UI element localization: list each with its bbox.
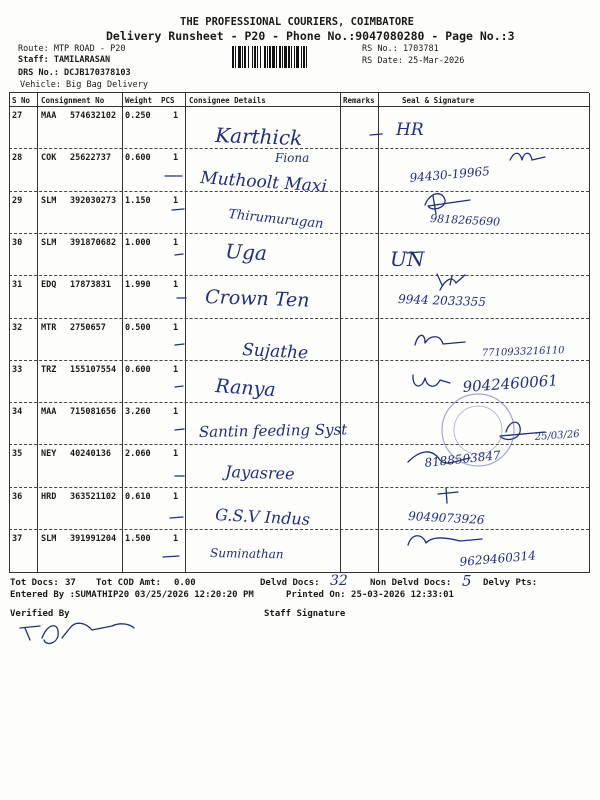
drs-info: DRS No.: DCJB170378103 [18,68,131,78]
cell-sno: 34 [12,407,23,418]
cell-consignment-prefix: COK [41,153,57,164]
row-divider [9,148,589,149]
cell-pcs: 1 [173,237,179,248]
cell-sno: 36 [12,491,23,502]
cell-weight: 0.610 [125,491,151,502]
hw-phone: 9049073926 [407,509,485,527]
col-remarks: Remarks [343,96,375,105]
cell-weight: 0.600 [125,153,151,164]
staff-info: Staff: TAMILARASAN [18,55,111,65]
hw-name: Suminathan [209,546,284,562]
cell-pcs: 1 [173,449,179,460]
cell-consignment-number: 574632102 [70,111,117,121]
cell-consignment-number: 155107554 [70,364,117,375]
cell-pcs: 1 [173,407,179,418]
table-row [0,107,600,147]
verified-signature [20,623,134,643]
hw-name: Santin feeding Syst [198,420,348,441]
table-row [0,319,600,359]
cell-consignment-prefix: NEY [41,449,57,460]
cell-consignment-prefix: EDQ [41,280,57,291]
hw-name: Karthick [214,123,303,151]
table-row [0,276,600,316]
cell-pcs: 1 [173,195,179,206]
hw-phone: 7710933216110 [481,345,565,359]
cell-consignment-prefix: SLM [41,237,57,248]
col-pcs: PCS [161,96,175,105]
cell-sno: 29 [12,195,23,206]
cell-consignment-prefix: SLM [41,534,57,544]
table-bottom-border [9,572,589,573]
cell-sno: 30 [12,237,23,248]
table-row [0,403,600,443]
cell-consignment-number: 40240136 [70,449,111,460]
col-seal: Seal & Signature [402,96,475,105]
cell-weight: 0.250 [125,111,151,121]
col-sno: S No [12,96,31,105]
cell-sno: 27 [12,111,23,121]
cell-weight: 1.150 [125,195,151,206]
hw-non-delvd-docs: 5 [462,572,472,590]
cell-consignment-prefix: SLM [41,195,57,206]
col-consignment: Consignment No [41,96,105,105]
cell-consignment-prefix: MTR [41,322,57,333]
row-divider [9,402,589,403]
cell-pcs: 1 [173,322,179,333]
table-row [0,488,600,528]
non-delvd-docs-label: Non Delvd Docs: [370,578,452,588]
cell-consignment-number: 715081656 [70,407,117,418]
cell-consignment-prefix: TRZ [41,364,57,375]
runsheet-subtitle: Delivery Runsheet - P20 - Phone No.:9047080280 - Page No.:3 [106,29,515,43]
tot-docs-label: Tot Docs: [10,578,59,588]
cell-weight: 1.500 [125,534,151,544]
rs-number: RS No.: 1703781 [362,44,439,54]
route-info: Route: MTP ROAD - P20 [18,44,126,54]
table-row [0,234,600,274]
row-divider [9,529,589,530]
cell-consignment-number: 392030273 [70,195,117,206]
row-divider [9,191,589,192]
tot-cod-value: 0.00 [174,578,196,588]
cell-sno: 37 [12,534,23,544]
rs-date: RS Date: 25-Mar-2026 [362,56,465,66]
table-row [0,192,600,232]
cell-consignment-number: 363521102 [70,491,117,502]
hw-phone: 8188503847 [423,448,502,470]
table-row [0,530,600,570]
hw-name: Sujathe [241,340,309,364]
col-weight: Weight [125,96,153,105]
vehicle-info: Vehicle: Big Bag Delivery [20,80,148,90]
cell-consignment-number: 2750657 [70,322,106,333]
cell-weight: 3.260 [125,407,151,418]
cell-sno: 31 [12,280,23,291]
row-divider [9,360,589,361]
row-divider [9,275,589,276]
table-row [0,149,600,189]
hw-phone: 9042460061 [462,371,559,396]
hw-remark: UN [390,247,425,271]
hw-name: Jayasree [224,462,295,484]
cell-consignment-number: 25622737 [70,153,111,164]
cell-sno: 35 [12,449,23,460]
cell-weight: 2.060 [125,449,151,460]
row-divider [9,444,589,445]
hw-name: Muthoolt Maxi [199,168,328,197]
cell-consignment-prefix: HRD [41,491,57,502]
delvd-docs-label: Delvd Docs: [260,578,320,588]
table-row [0,361,600,401]
cell-consignment-prefix: MAA [41,111,57,121]
company-title: THE PROFESSIONAL COURIERS, COIMBATORE [180,16,414,28]
cell-pcs: 1 [173,153,179,164]
tot-cod-label: Tot COD Amt: [96,578,162,588]
cell-pcs: 1 [173,491,179,502]
cell-sno: 28 [12,153,23,164]
row-divider [9,487,589,488]
delvy-pts-label: Delvy Pts: [483,578,538,588]
hw-name: Ranya [214,375,277,402]
hw-name: G.S.V Indus [214,505,311,529]
hw-name: Crown Ten [204,286,310,312]
staff-signature: Staff Signature [264,609,346,619]
hw-remark: HR [396,120,424,140]
cell-pcs: 1 [173,280,179,291]
printed-on: Printed On: 25-03-2026 12:33:01 [286,590,454,600]
cell-pcs: 1 [173,364,179,375]
cell-consignment-number: 391991204 [70,534,117,544]
cell-sno: 33 [12,364,23,375]
hw-phone: 9629460314 [459,548,537,569]
cell-pcs: 1 [173,534,179,544]
verified-by: Verified By [10,609,70,619]
hw-phone: 25/03/26 [534,428,581,443]
cell-weight: 1.990 [125,280,151,291]
hw-delvd-docs: 32 [330,573,348,589]
tot-docs-value: 37 [65,578,76,588]
hw-name: Thirumurugan [227,207,325,232]
col-consignee: Consignee Details [189,96,266,105]
cell-weight: 1.000 [125,237,151,248]
table-top-border [9,92,589,93]
cell-weight: 0.500 [125,322,151,333]
hw-name: Uga [224,239,268,266]
hw-phone: 9818265690 [429,212,501,229]
hw-name-extra: Fiona [275,151,310,165]
cell-weight: 0.600 [125,364,151,375]
cell-consignment-number: 391870682 [70,237,117,248]
cell-consignment-number: 17873831 [70,280,111,291]
cell-sno: 32 [12,322,23,333]
row-divider [9,233,589,234]
entered-by: Entered By :SUMATHIP20 03/25/2026 12:20:20 PM [10,590,254,600]
hw-phone: 94430-19965 [409,164,491,185]
cell-pcs: 1 [173,111,179,121]
hw-phone: 9944 2033355 [397,292,487,310]
cell-consignment-prefix: MAA [41,407,57,418]
barcode [232,46,357,68]
row-divider [9,318,589,319]
table-row [0,445,600,485]
